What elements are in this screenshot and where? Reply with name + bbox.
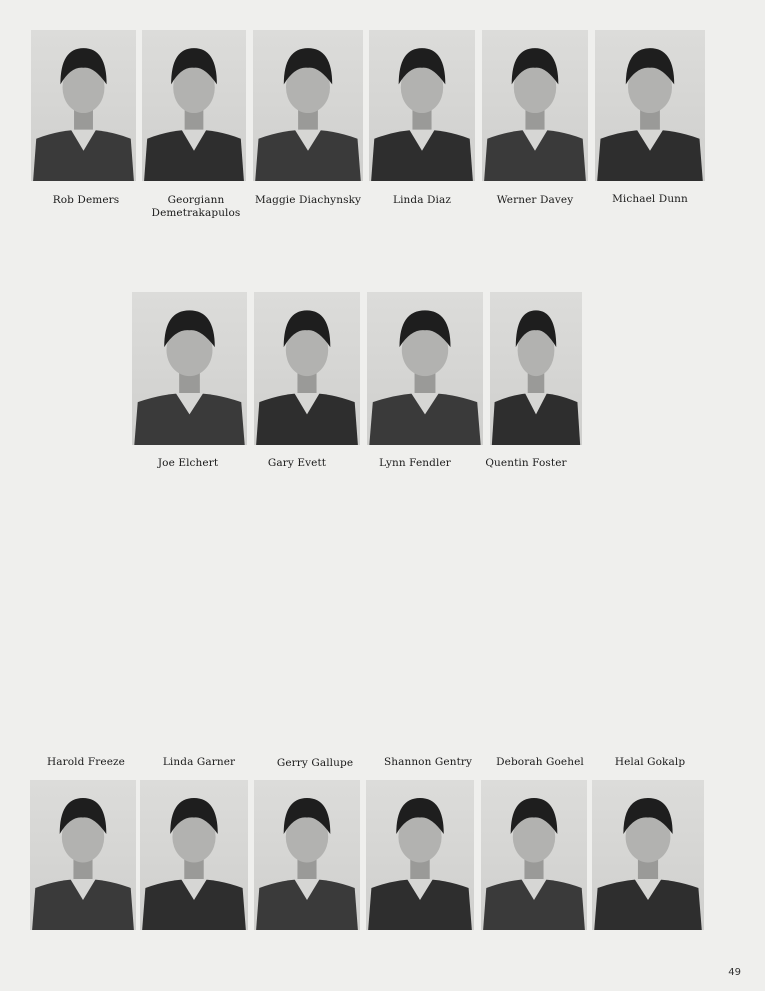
portrait-silhouette [366, 780, 474, 930]
student-name: Gerry Gallupe [276, 757, 354, 769]
student-name: Werner Davey [496, 194, 574, 206]
portrait-silhouette [481, 780, 587, 930]
portrait-photo [367, 292, 483, 445]
portrait-photo [595, 30, 705, 181]
portrait-photo [142, 30, 246, 181]
portrait-photo [254, 292, 360, 445]
portrait-photo [366, 780, 474, 930]
portrait-photo [490, 292, 582, 445]
portrait-silhouette [254, 292, 360, 445]
student-name: Maggie Diachynsky [254, 194, 362, 206]
portrait-photo [132, 292, 247, 445]
portrait-photo [592, 780, 704, 930]
portrait-photo [30, 780, 136, 930]
portrait-silhouette [142, 30, 246, 181]
student-name: Shannon Gentry [383, 756, 473, 768]
page-number: 49 [728, 967, 741, 978]
portrait-silhouette [482, 30, 588, 181]
portrait-silhouette [140, 780, 248, 930]
student-name: Harold Freeze [47, 756, 125, 768]
portrait-photo [253, 30, 363, 181]
portrait-silhouette [253, 30, 363, 181]
portrait-photo [482, 30, 588, 181]
portrait-silhouette [490, 292, 582, 445]
student-name: Quentin Foster [485, 457, 567, 469]
student-name: Georgiann Demetrakapulos [151, 194, 241, 219]
student-name: Helal Gokalp [614, 756, 686, 768]
portrait-photo [140, 780, 248, 930]
portrait-photo [369, 30, 475, 181]
student-name: Joe Elchert [157, 457, 219, 469]
portrait-photo [31, 30, 136, 181]
student-name: Linda Garner [162, 756, 236, 768]
student-name: Michael Dunn [612, 193, 688, 205]
portrait-silhouette [132, 292, 247, 445]
portrait-silhouette [31, 30, 136, 181]
student-name: Gary Evett [267, 457, 327, 469]
portrait-photo [254, 780, 360, 930]
student-name: Deborah Goehel [496, 756, 584, 768]
portrait-silhouette [595, 30, 705, 181]
portrait-silhouette [254, 780, 360, 930]
student-name: Linda Diaz [393, 194, 451, 206]
portrait-silhouette [367, 292, 483, 445]
student-name: Lynn Fendler [379, 457, 451, 469]
portrait-silhouette [30, 780, 136, 930]
portrait-photo [481, 780, 587, 930]
portrait-silhouette [369, 30, 475, 181]
student-name: Rob Demers [52, 194, 120, 206]
portrait-silhouette [592, 780, 704, 930]
